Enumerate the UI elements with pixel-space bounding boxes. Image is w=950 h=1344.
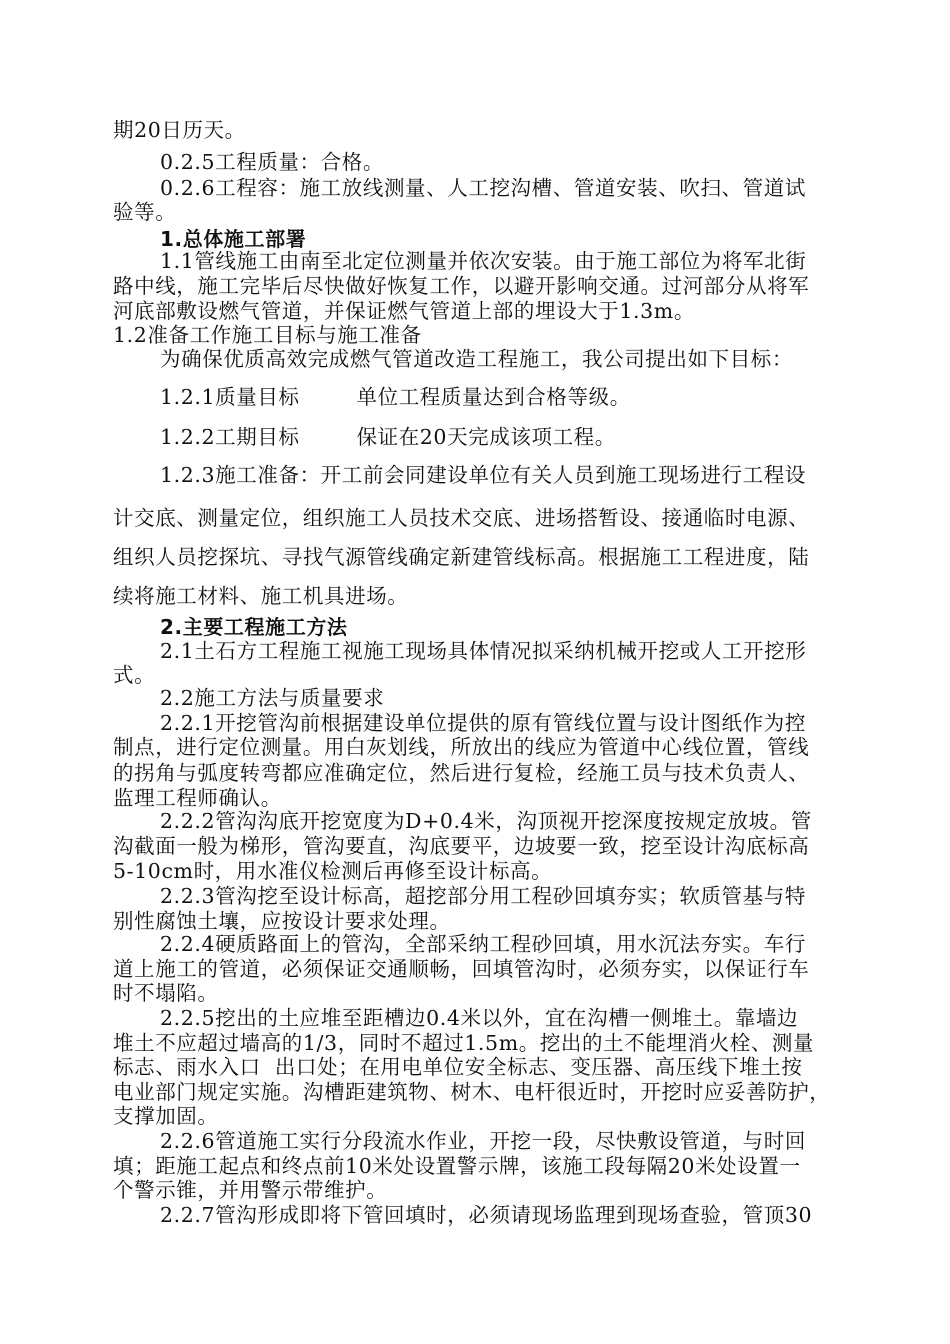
text-line: 式。 (113, 663, 156, 687)
text-line: 续将施工材料、施工机具进场。 (113, 584, 409, 608)
text-line: 的拐角与弧度转弯都应准确定位，然后进行复检，经施工员与技术负责人、 (113, 761, 810, 785)
text-line: 5-10cm时，用水准仪检测后再修至设计标高。 (113, 859, 553, 883)
text-line: 2.2.1开挖管沟前根据建设单位提供的原有管线位置与设计图纸作为控 (160, 711, 806, 735)
text-line: 标志、雨水入口 出口处；在用电单位安全标志、变压器、高压线下堆土按 (113, 1055, 803, 1079)
text-line: 为确保优质高效完成燃气管道改造工程施工，我公司提出如下目标： (160, 347, 793, 371)
text-line: 1.1管线施工由南至北定位测量并依次安装。由于施工部位为将军北街 (160, 249, 807, 273)
section-heading: 1.总体施工部署 (160, 227, 307, 251)
text-line: 计交底、测量定位，组织施工人员技术交底、进场搭暂设、接通临时电源、 (113, 506, 810, 530)
text-line: 1.2.1质量目标 单位工程质量达到合格等级。 (160, 385, 631, 409)
text-line: 1.2.3施工准备：开工前会同建设单位有关人员到施工现场进行工程设 (160, 463, 806, 487)
text-line: 2.1土石方工程施工视施工现场具体情况拟采纳机械开挖或人工开挖形 (160, 639, 807, 663)
text-line: 期20日历天。 (113, 118, 246, 142)
text-line: 2.2.5挖出的土应堆至距槽边0.4米以外，宜在沟槽一侧堆土。靠墙边 (160, 1006, 799, 1030)
subsection-heading: 1.2准备工作施工目标与施工准备 (113, 323, 422, 347)
text-line: 2.2.3管沟挖至设计标高，超挖部分用工程砂回填夯实；软质管基与特 (160, 884, 806, 908)
text-line: 电业部门规定实施。沟槽距建筑物、树木、电杆很近时，开挖时应妥善防护， (113, 1080, 831, 1104)
text-line: 别性腐蚀土壤，应按设计要求处理。 (113, 909, 451, 933)
text-line: 2.2.7管沟形成即将下管回填时，必须请现场监理到现场查验，管顶30 (160, 1203, 813, 1227)
text-line: 时不塌陷。 (113, 981, 219, 1005)
subsection-heading: 2.2施工方法与质量要求 (160, 686, 385, 710)
text-line: 路中线，施工完毕后尽快做好恢复工作，以避开影响交通。过河部分从将军 (113, 274, 810, 298)
text-line: 1.2.2工期目标 保证在20天完成该项工程。 (160, 425, 616, 449)
text-line: 堆土不应超过墙高的1/3，同时不超过1.5m。挖出的土不能埋消火栓、测量 (113, 1031, 815, 1055)
text-line: 支撑加固。 (113, 1104, 219, 1128)
text-line: 个警示锥，并用警示带维护。 (113, 1178, 388, 1202)
text-line: 2.2.2管沟沟底开挖宽度为D+0.4米，沟顶视开挖深度按规定放坡。管 (160, 809, 812, 833)
text-line: 制点，进行定位测量。用白灰划线，所放出的线应为管道中心线位置，管线 (113, 735, 810, 759)
text-line: 填；距施工起点和终点前10米处设置警示牌，该施工段每隔20米处设置一 (113, 1154, 801, 1178)
text-line: 组织人员挖探坑、寻找气源管线确定新建管线标高。根据施工工程进度，陆 (113, 545, 810, 569)
section-heading: 2.主要工程施工方法 (160, 615, 348, 639)
text-line: 验等。 (113, 200, 177, 224)
text-line: 道上施工的管道，必须保证交通顺畅，回填管沟时，必须夯实，以保证行车 (113, 957, 810, 981)
text-line: 沟截面一般为梯形，管沟要直，沟底要平，边坡要一致，挖至设计沟底标高 (113, 834, 810, 858)
text-line: 2.2.6管道施工实行分段流水作业，开挖一段，尽快敷设管道，与时回 (160, 1129, 806, 1153)
text-line: 0.2.5工程质量：合格。 (160, 150, 384, 174)
text-line: 0.2.6工程容：施工放线测量、人工挖沟槽、管道安装、吹扫、管道试 (160, 176, 806, 200)
text-line: 河底部敷设燃气管道，并保证燃气管道上部的埋设大于1.3m。 (113, 299, 695, 323)
text-line: 监理工程师确认。 (113, 786, 282, 810)
text-line: 2.2.4硬质路面上的管沟，全部采纳工程砂回填，用水沉法夯实。车行 (160, 932, 806, 956)
